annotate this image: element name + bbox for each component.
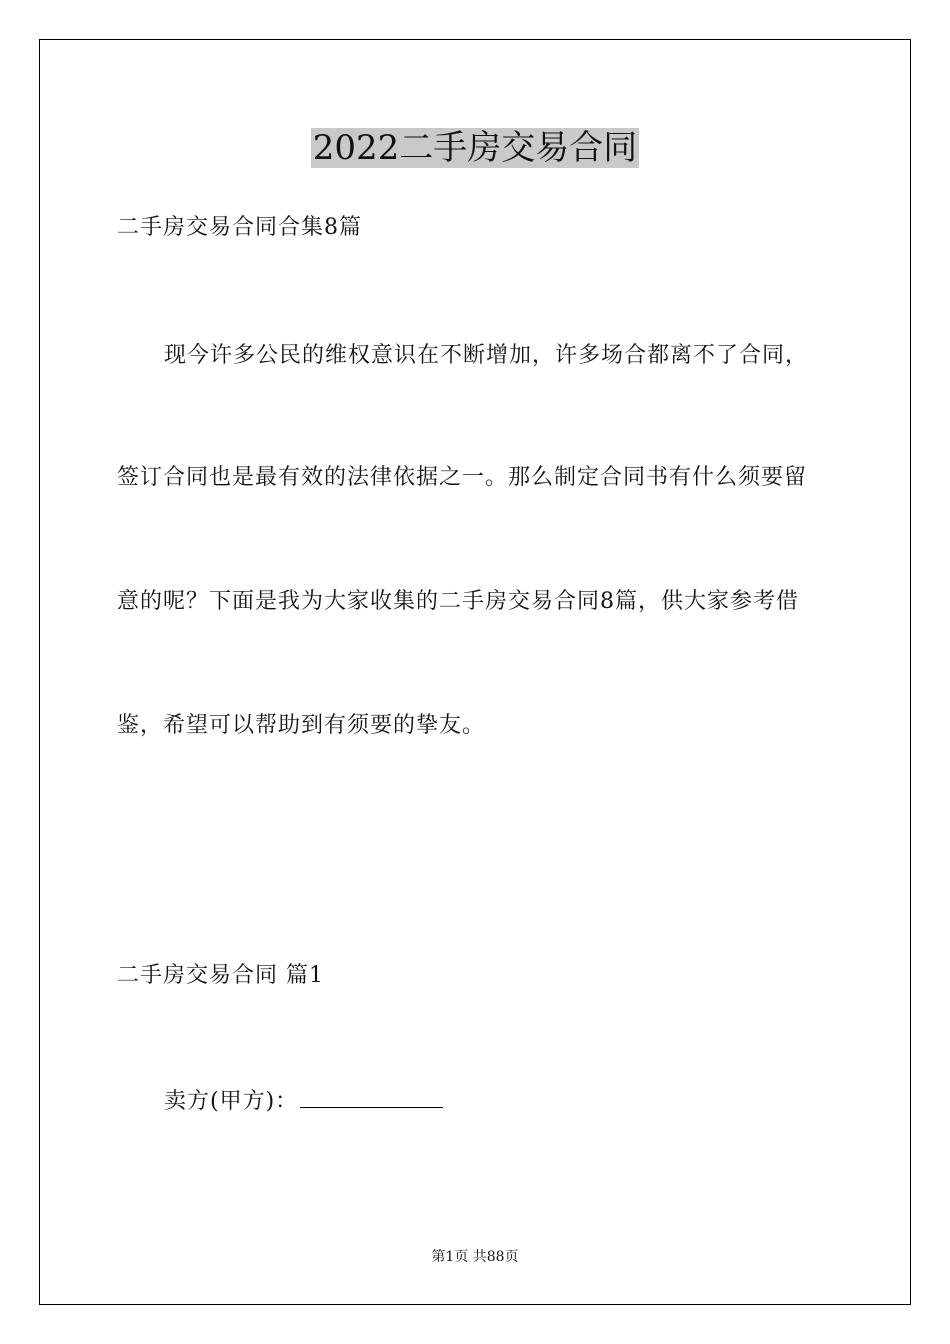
document-title: 2022二手房交易合同 xyxy=(312,128,638,168)
seller-field xyxy=(164,1084,443,1115)
collection-subtitle: 二手房交易合同合集8篇 xyxy=(117,215,362,240)
section-heading: 二手房交易合同 篇1 xyxy=(117,963,324,988)
seller-signature-blank xyxy=(300,1087,443,1108)
paragraph-line-1: 现今许多公民的维权意识在不断增加，许多场合都离不了合同， xyxy=(164,343,809,368)
paragraph-line-4: 鉴，希望可以帮助到有须要的挚友。 xyxy=(117,713,486,738)
paragraph-line-3: 意的呢？下面是我为大家收集的二手房交易合同8篇，供大家参考借 xyxy=(117,589,799,614)
page-footer: 第1页 共88页 xyxy=(431,1249,519,1265)
paragraph-line-2: 签订合同也是最有效的法律依据之一。那么制定合同书有什么须要留 xyxy=(117,465,808,490)
seller-label: 卖方(甲方)： xyxy=(164,1089,299,1114)
